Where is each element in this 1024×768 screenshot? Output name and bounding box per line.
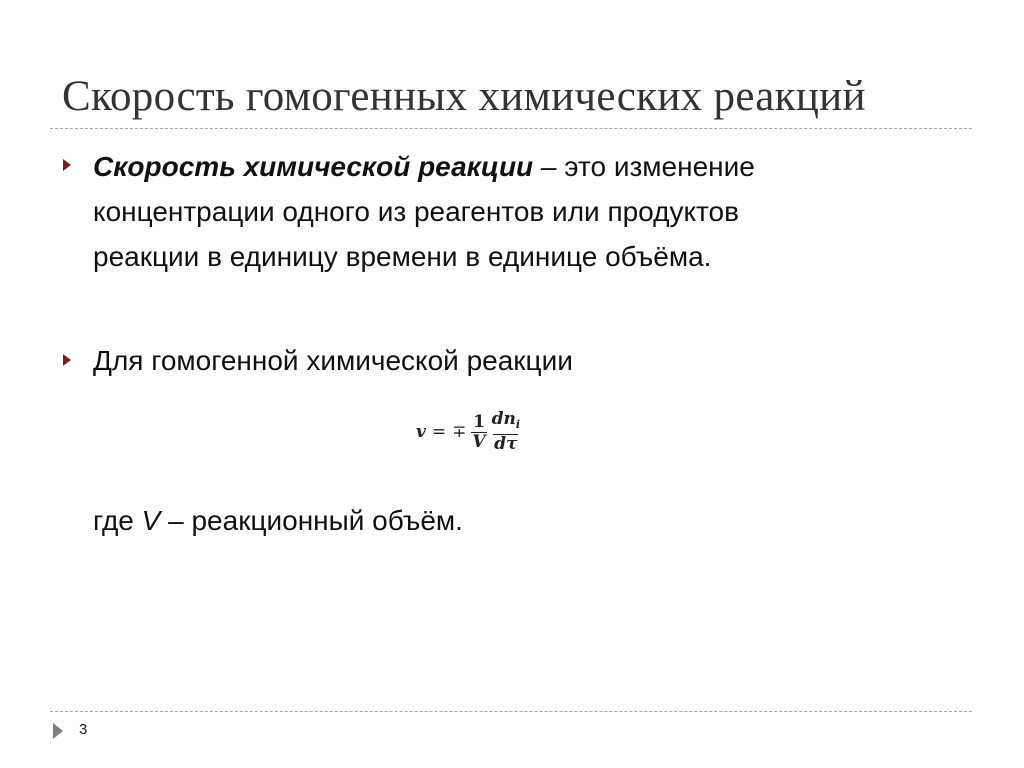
bullet-arrow-icon [62, 158, 72, 172]
definition-line-1: – это изменение [533, 151, 755, 182]
rate-formula [416, 410, 523, 454]
formula-lhs: v [416, 422, 426, 442]
fraction-1-denominator: V [472, 431, 486, 452]
note-prefix: где [93, 505, 142, 536]
page-number: 3 [79, 721, 88, 738]
definition-term: Скорость химической реакции [93, 151, 534, 182]
definition-line-3: реакции в единицу времени в единице объёма. [93, 241, 712, 272]
footer-arrow-icon [52, 722, 64, 740]
definition-line-2: концентрации одного из реагентов или продуктов [93, 196, 739, 227]
note-suffix: – реакционный объём. [160, 505, 463, 536]
formula-note [93, 498, 463, 543]
bullet-definition [93, 144, 755, 279]
formula-fraction-2 [491, 410, 521, 454]
fraction-1-numerator: 1 [473, 411, 485, 432]
title-divider [50, 128, 972, 129]
bullet-homogeneous: Для гомогенной химической реакции [93, 345, 573, 376]
fraction-2-numerator-main: dn [491, 409, 516, 429]
formula-sign: ∓ [452, 422, 467, 442]
fraction-2-numerator-sub: i [515, 418, 521, 431]
fraction-2-numerator [491, 410, 521, 434]
formula-equals: = [431, 422, 447, 442]
bullet-arrow-icon [62, 353, 72, 367]
slide-title: Скорость гомогенных химических реакций [62, 73, 866, 120]
fraction-2-denominator: dτ [494, 434, 518, 454]
footer-divider [50, 711, 972, 712]
formula-fraction-1 [471, 413, 486, 452]
note-variable: V [141, 505, 161, 536]
